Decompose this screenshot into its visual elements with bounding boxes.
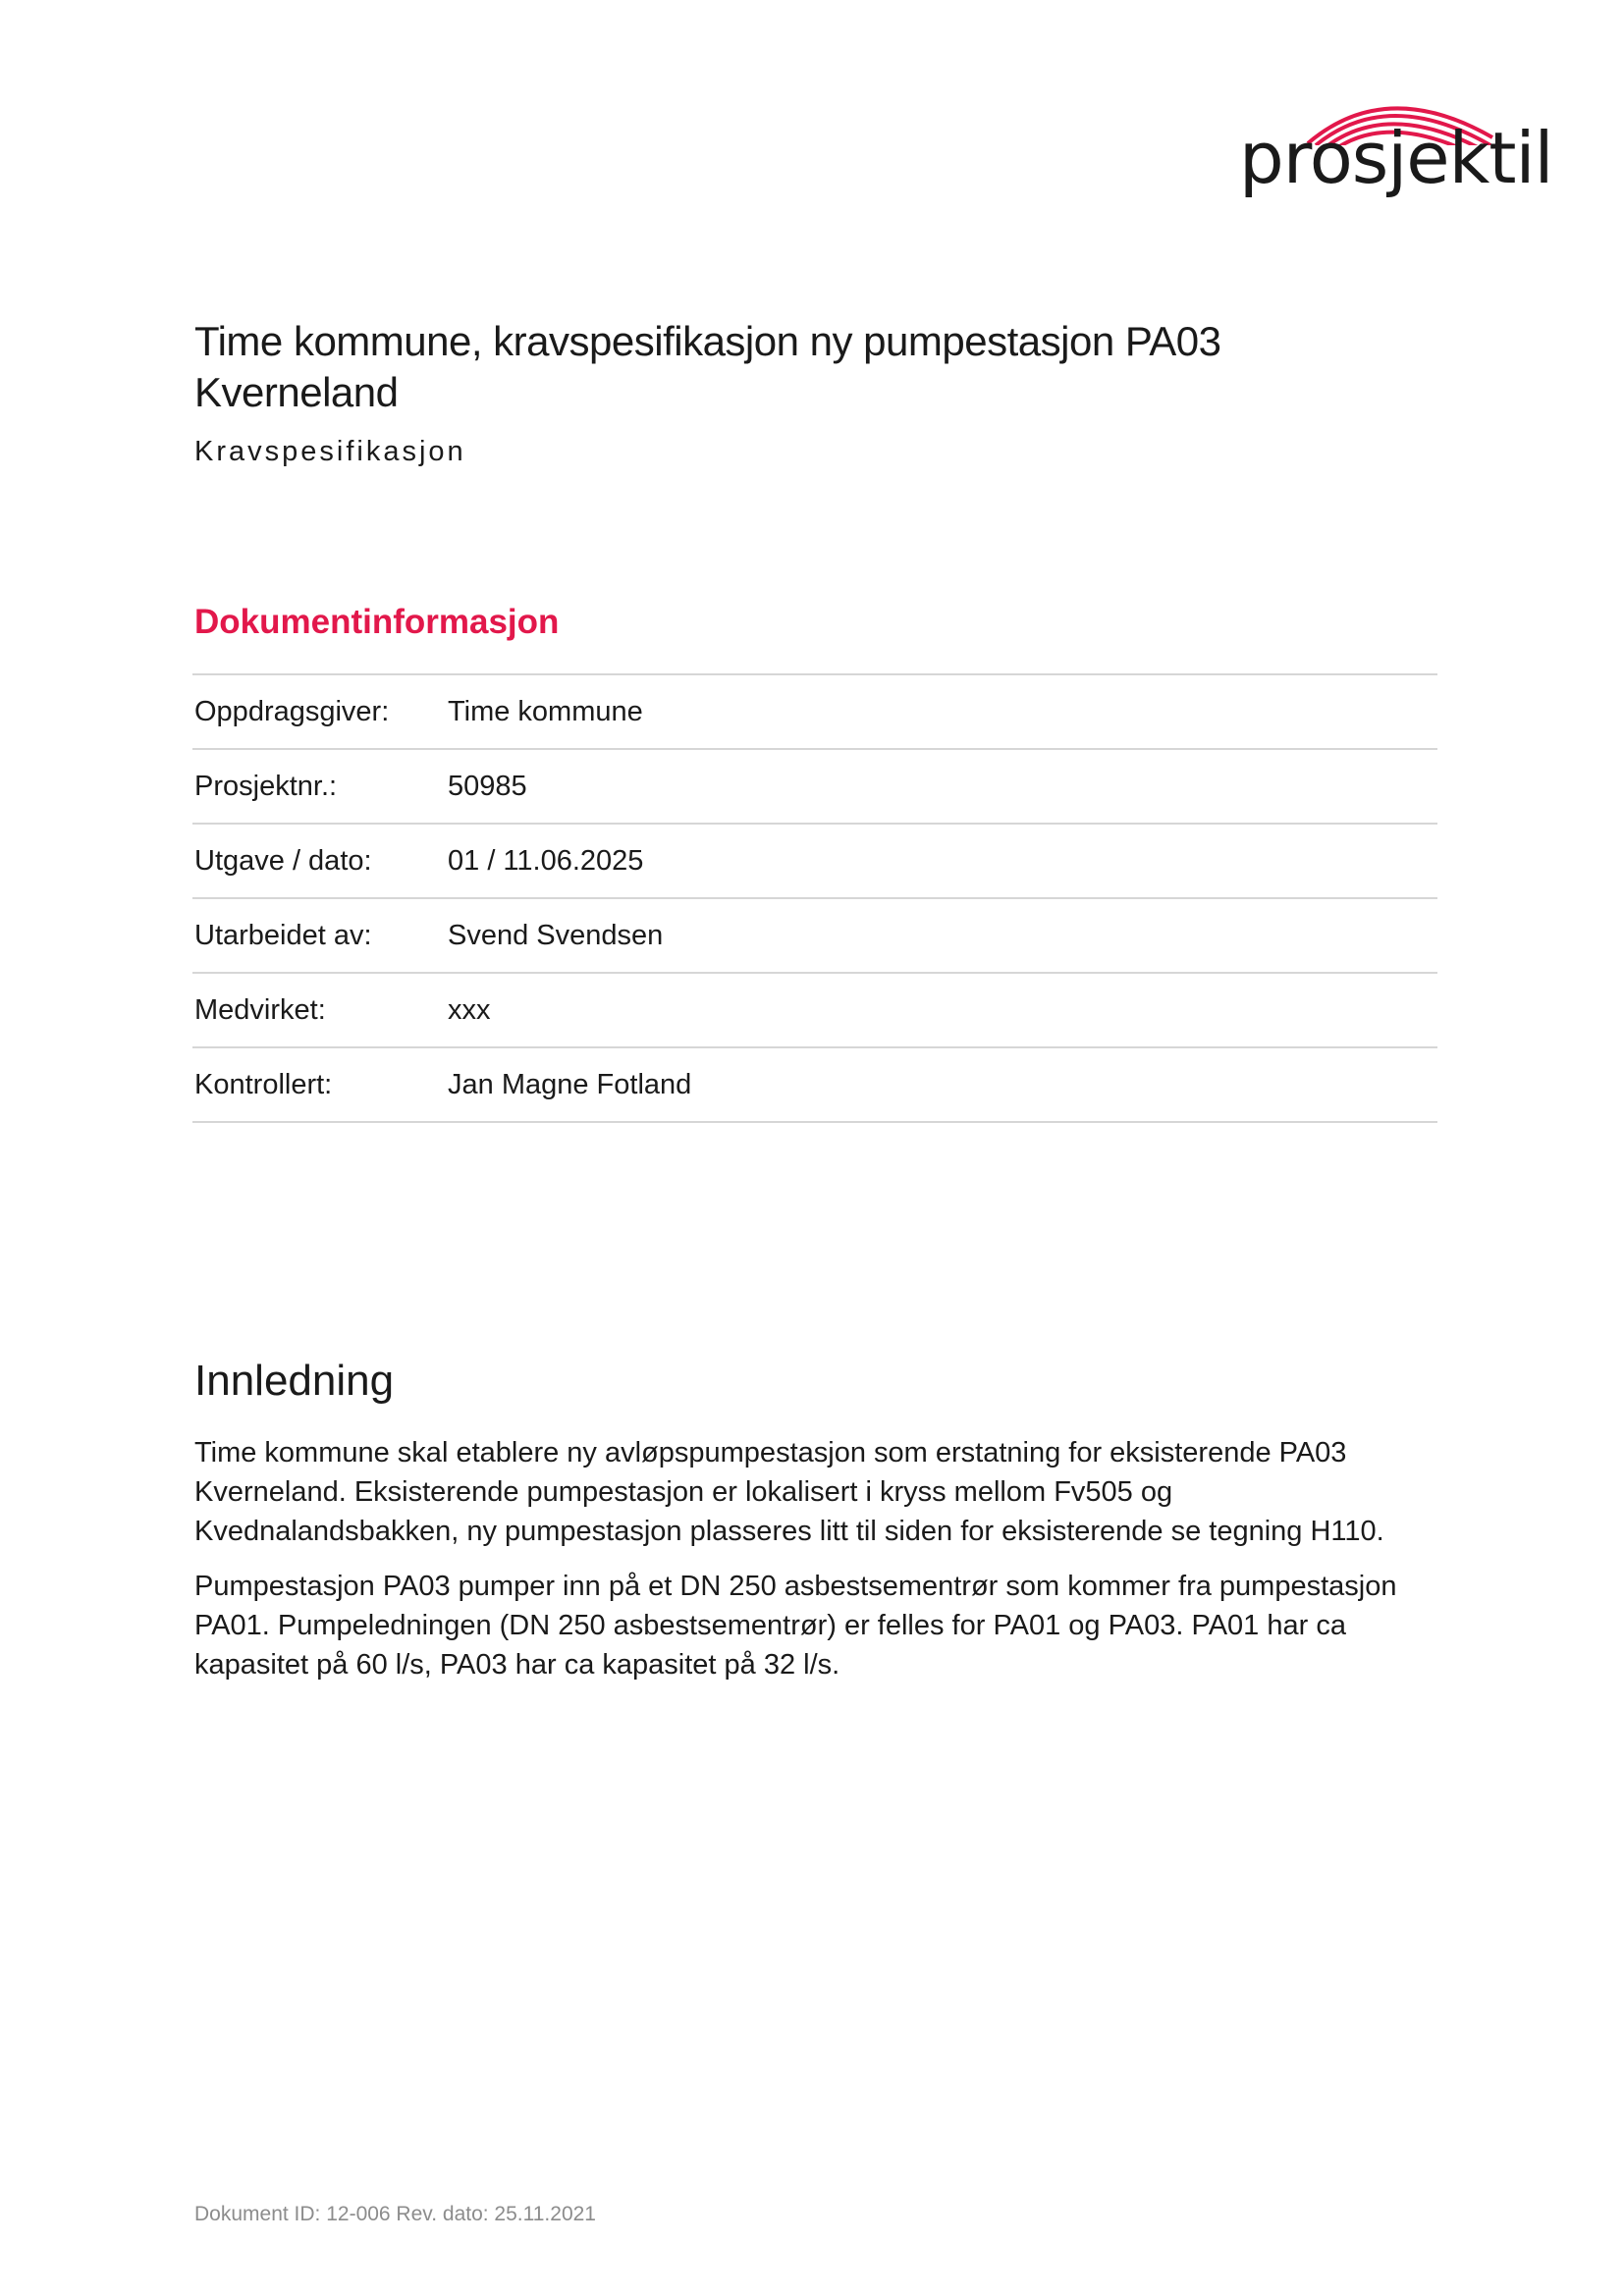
info-label: Prosjektnr.: — [194, 770, 338, 802]
info-value: 01 / 11.06.2025 — [448, 844, 644, 877]
intro-heading: Innledning — [194, 1357, 395, 1405]
table-row — [192, 1047, 1437, 1122]
table-row — [192, 824, 1437, 898]
document-title: Time kommune, kravspesifikasjon ny pumpestasjon PA03 Kverneland — [194, 318, 1221, 415]
table-row — [192, 674, 1437, 749]
info-value: Jan Magne Fotland — [448, 1068, 692, 1100]
document-info-table — [192, 673, 1437, 1123]
intro-paragraph: Time kommune skal etablere ny avløpspumpestasjon som erstatning for eksisterende PA03 Kverneland. Eksisterende pumpestasjon er lokalisert i kryss mellom Fv505 og Kvednalandsbakken, ny pumpestasjon plasseres litt til siden for eksisterende se tegning H110. — [194, 1437, 1384, 1547]
intro-body — [194, 1433, 1432, 1700]
table-row — [192, 898, 1437, 973]
info-label: Utarbeidet av: — [194, 919, 372, 951]
logo-wordmark: prosjektil — [1239, 117, 1553, 199]
info-label: Oppdragsgiver: — [194, 695, 390, 727]
intro-paragraph: Pumpestasjon PA03 pumper inn på et DN 250 asbestsementrør som kommer fra pumpestasjon PA01. Pumpeledningen (DN 250 asbestsementrør) er felles for PA01 og PA03. PA01 har ca kapasitet på 60 l/s, PA03 har ca kapasitet på 32 l/s. — [194, 1571, 1397, 1681]
document-info-heading: Dokumentinformasjon — [194, 603, 560, 641]
document-footer: Dokument ID: 12-006 Rev. dato: 25.11.2021 — [194, 2203, 596, 2225]
info-label: Utgave / dato: — [194, 844, 372, 877]
info-value: Svend Svendsen — [448, 919, 664, 951]
document-subtitle: Kravspesifikasjon — [194, 436, 466, 467]
info-value: Time kommune — [448, 695, 643, 727]
info-value: xxx — [448, 993, 491, 1026]
company-logo — [1239, 67, 1553, 204]
table-row — [192, 973, 1437, 1047]
info-value: 50985 — [448, 770, 527, 802]
info-label: Kontrollert: — [194, 1068, 333, 1100]
info-label: Medvirket: — [194, 993, 326, 1026]
table-row — [192, 749, 1437, 824]
